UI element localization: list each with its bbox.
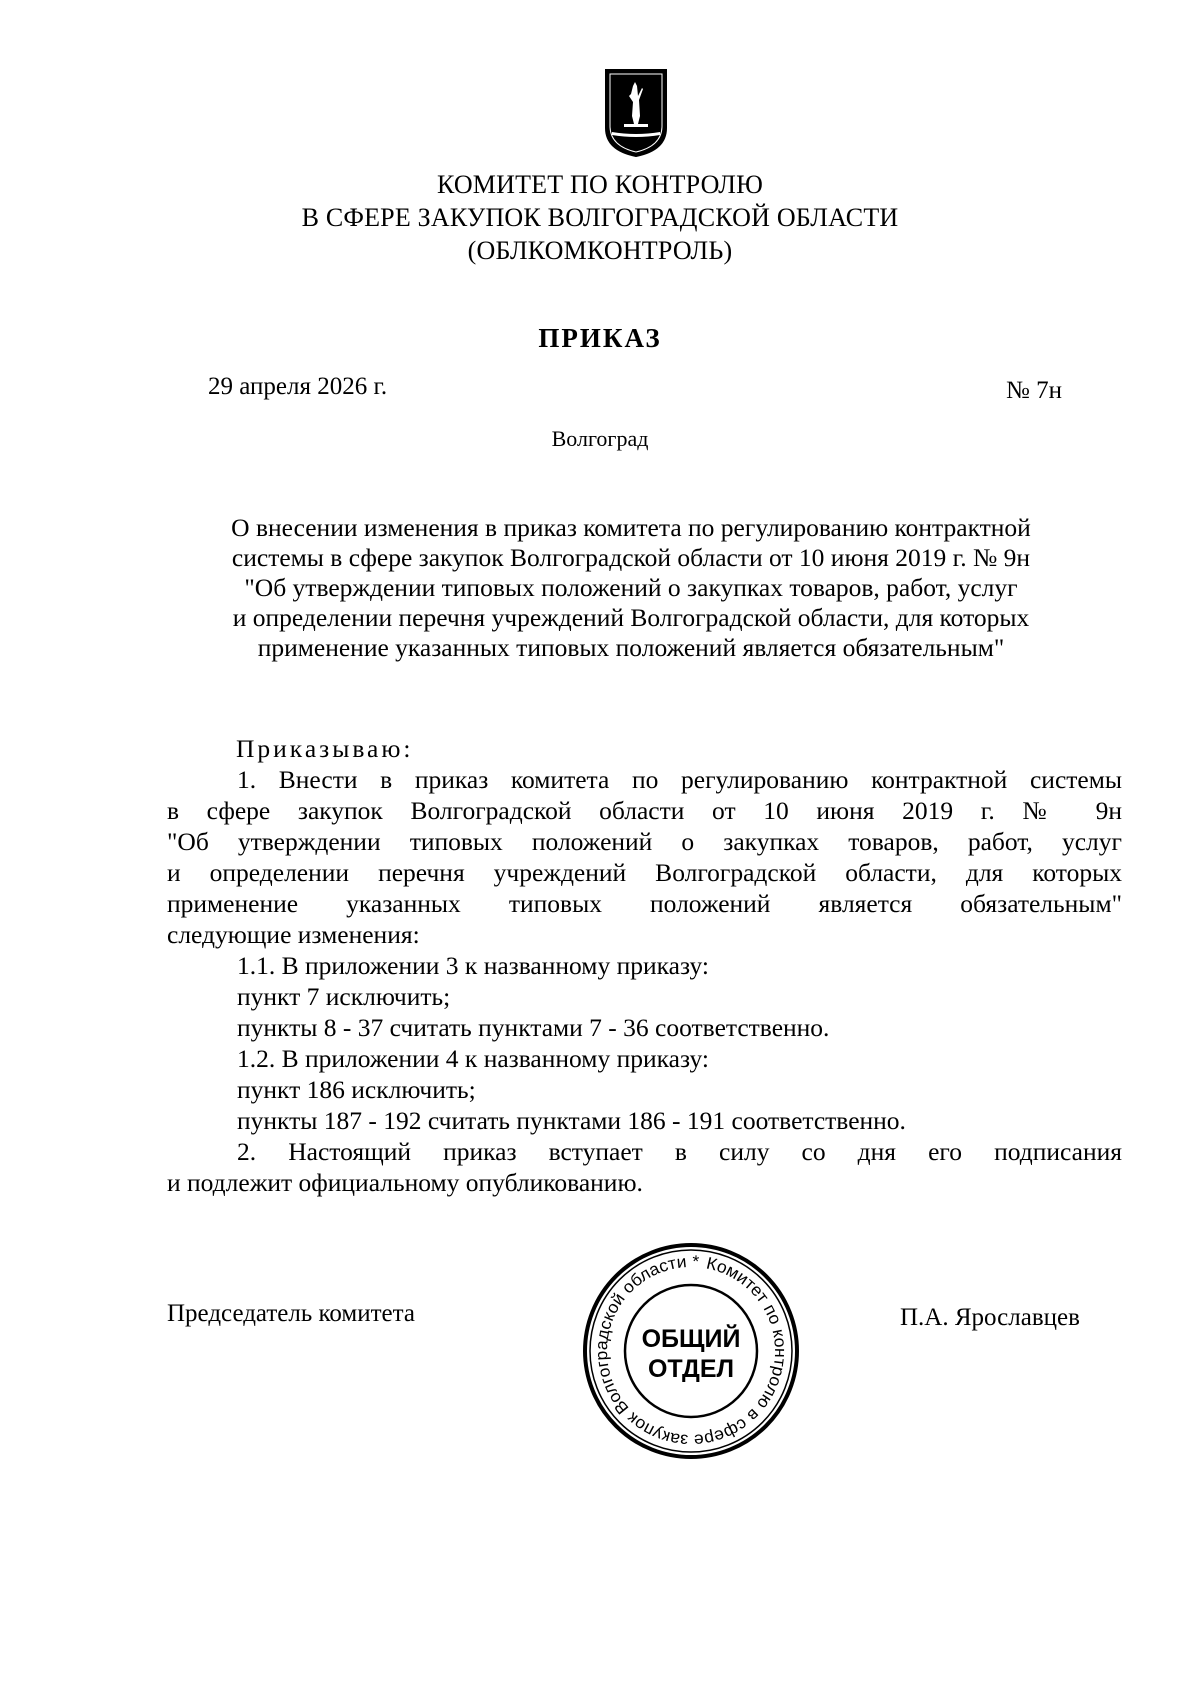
subject-line: "Об утверждении типовых положений о закупках товаров, работ, услуг: [244, 573, 1018, 602]
body-line: пункт 7 исключить;: [237, 982, 451, 1011]
stamp-center-line-1: ОБЩИЙ: [641, 1325, 741, 1353]
body-line: пункты 187 - 192 считать пунктами 186 - 191 соответственно.: [237, 1106, 906, 1135]
stamp-ring-text: Комитет по контролю в сфере закупок Волгоградской области *: [591, 1251, 791, 1451]
body-line: 1.1. В приложении 3 к названному приказу:: [237, 951, 709, 980]
body-line: 2. Настоящий приказ вступает в силу со дня его подписания: [237, 1137, 1122, 1166]
body-line: в сфере закупок Волгоградской области от 10 июня 2019 г. № 9н: [167, 796, 1122, 825]
document-date: 29 апреля 2026 г.: [208, 373, 388, 400]
subject-line: и определении перечня учреждений Волгоградской области, для которых: [232, 603, 1030, 632]
body-line: применение указанных типовых положений является обязательным": [167, 889, 1122, 918]
body-line: "Об утверждении типовых положений о закупках товаров, работ, услуг: [167, 827, 1122, 856]
body-line: пункты 8 - 37 считать пунктами 7 - 36 соответственно.: [237, 1013, 830, 1042]
stamp-center-line-2: ОТДЕЛ: [647, 1355, 735, 1383]
organization-name: [300, 168, 900, 267]
org-line-1: КОМИТЕТ ПО КОНТРОЛЮ: [436, 170, 764, 199]
signatory-title: Председатель комитета: [167, 1300, 415, 1327]
body-line: 1.2. В приложении 4 к названному приказу:: [237, 1044, 709, 1073]
document-number: № 7н: [1006, 377, 1062, 404]
body-line: пункт 186 исключить;: [237, 1075, 476, 1104]
body-line: следующие изменения:: [167, 920, 420, 949]
body-line: и определении перечня учреждений Волгоградской области, для которых: [167, 858, 1122, 887]
volgograd-emblem-icon: [602, 66, 670, 158]
subject-line: системы в сфере закупок Волгоградской области от 10 июня 2019 г. № 9н: [231, 543, 1031, 572]
order-word: Приказываю:: [236, 734, 414, 763]
subject-line: применение указанных типовых положений является обязательным": [257, 633, 1005, 662]
body-line: и подлежит официальному опубликованию.: [167, 1168, 643, 1197]
subject-line: О внесении изменения в приказ комитета по регулированию контрактной: [231, 513, 1031, 542]
org-line-3: (ОБЛКОМКОНТРОЛЬ): [467, 236, 733, 265]
document-subject: [170, 513, 1092, 663]
document-body: [167, 733, 1122, 1198]
org-line-2: В СФЕРЕ ЗАКУПОК ВОЛГОГРАДСКОЙ ОБЛАСТИ: [301, 203, 899, 232]
signatory-name: П.А. Ярославцев: [900, 1304, 1080, 1331]
document-city: Волгоград: [551, 426, 649, 451]
body-line: 1. Внести в приказ комитета по регулированию контрактной системы: [237, 765, 1122, 794]
document-type: ПРИКАЗ: [538, 323, 662, 353]
official-stamp: [580, 1240, 802, 1462]
